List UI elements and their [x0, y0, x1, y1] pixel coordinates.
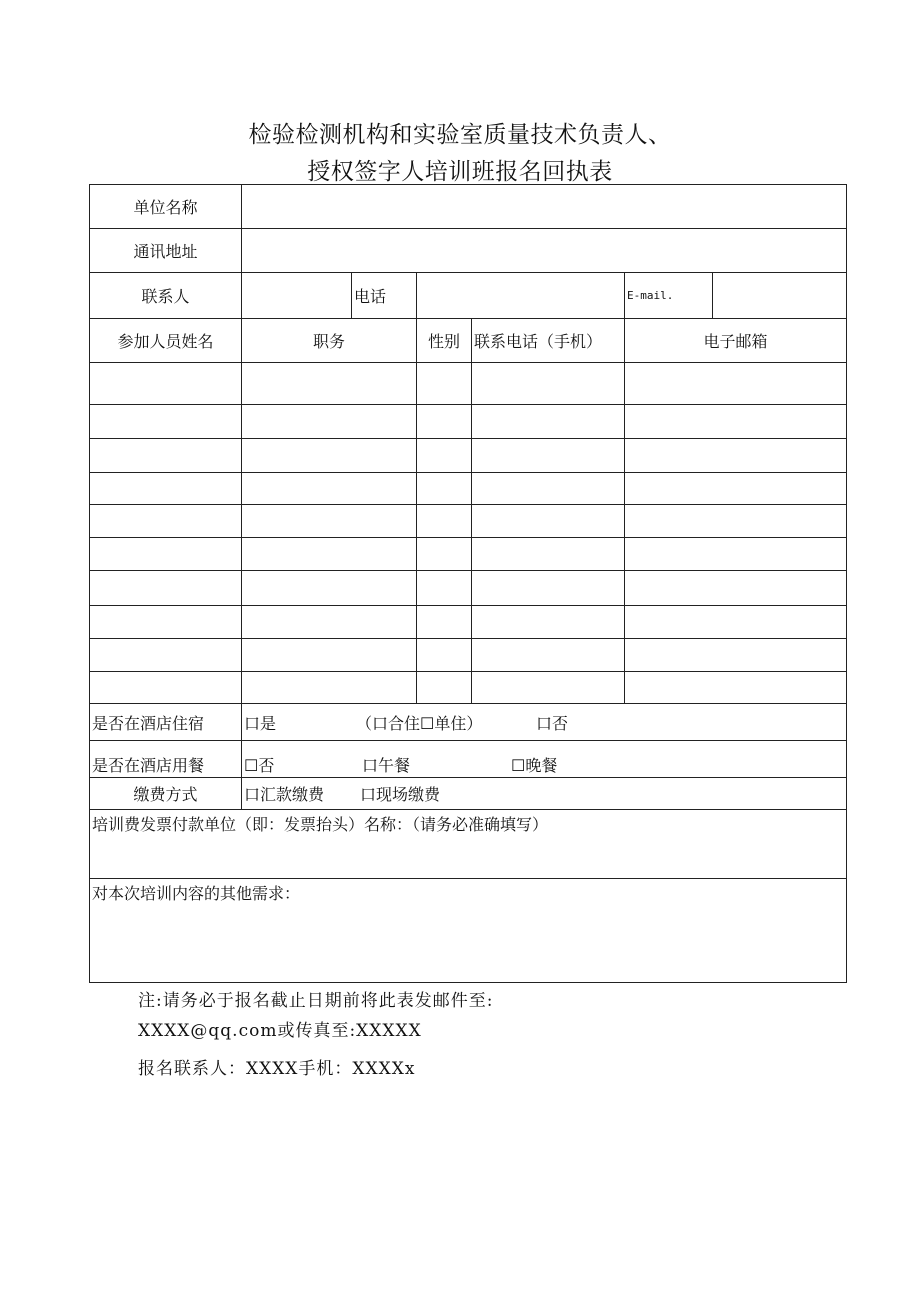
participant-mobile-cell[interactable] [472, 571, 625, 606]
unit-name-field[interactable] [242, 185, 847, 229]
contact-field[interactable] [242, 273, 352, 319]
payment-method-options [242, 778, 847, 810]
table-row [90, 405, 847, 439]
payment-method-label: 缴费方式 [90, 778, 242, 810]
header-position: 职务 [242, 319, 417, 363]
participant-name-cell[interactable] [90, 672, 242, 704]
note-line-2: XXXX@qq.com或传真至:XXXXX [138, 1021, 422, 1041]
note-line-3: 报名联系人：XXXX手机：XXXXx [138, 1059, 416, 1079]
table-row [90, 606, 847, 639]
form-title-line2: 授权签字人培训班报名回执表 [307, 159, 613, 185]
email-field[interactable] [713, 273, 847, 319]
address-label: 通讯地址 [90, 229, 242, 273]
participant-gender-cell[interactable] [417, 505, 472, 538]
participant-email-cell[interactable] [625, 538, 847, 571]
participant-position-cell[interactable] [242, 672, 417, 704]
participant-position-cell[interactable] [242, 505, 417, 538]
contact-label: 联系人 [90, 273, 242, 319]
participant-mobile-cell[interactable] [472, 405, 625, 439]
participant-name-cell[interactable] [90, 538, 242, 571]
participant-gender-cell[interactable] [417, 571, 472, 606]
participant-name-cell[interactable] [90, 571, 242, 606]
header-gender: 性别 [417, 319, 472, 363]
participant-mobile-cell[interactable] [472, 639, 625, 672]
participant-position-cell[interactable] [242, 538, 417, 571]
header-name: 参加人员姓名 [90, 319, 242, 363]
participant-mobile-cell[interactable] [472, 672, 625, 704]
participant-gender-cell[interactable] [417, 606, 472, 639]
participant-position-cell[interactable] [242, 606, 417, 639]
participant-mobile-cell[interactable] [472, 473, 625, 505]
participant-mobile-cell[interactable] [472, 363, 625, 405]
meal-no-checkbox[interactable]: ☐否 [244, 756, 275, 775]
hotel-room-type-options[interactable]: （口合住☐单住） [356, 713, 483, 733]
participant-email-cell[interactable] [625, 473, 847, 505]
address-field[interactable] [242, 229, 847, 273]
participant-gender-cell[interactable] [417, 439, 472, 473]
participant-email-cell[interactable] [625, 439, 847, 473]
table-row [90, 639, 847, 672]
table-row [90, 363, 847, 405]
meal-dinner-checkbox[interactable]: ☐晚餐 [511, 756, 558, 775]
table-row [90, 538, 847, 571]
hotel-meal-options [242, 741, 847, 778]
participant-email-cell[interactable] [625, 571, 847, 606]
notes-section [138, 986, 493, 1084]
hotel-stay-options [242, 704, 847, 741]
payment-onsite-checkbox[interactable]: 口现场缴费 [360, 785, 441, 804]
hotel-no-checkbox[interactable]: 口否 [536, 713, 569, 733]
table-row [90, 505, 847, 538]
unit-name-label: 单位名称 [90, 185, 242, 229]
registration-form-table [89, 184, 847, 983]
phone-label: 电话 [352, 273, 417, 319]
payment-remit-checkbox[interactable]: 口汇款缴费 [244, 785, 325, 804]
hotel-stay-label: 是否在酒店住宿 [90, 704, 242, 741]
participant-position-cell[interactable] [242, 571, 417, 606]
header-email: 电子邮箱 [625, 319, 847, 363]
participant-mobile-cell[interactable] [472, 606, 625, 639]
hotel-meal-label: 是否在酒店用餐 [90, 741, 242, 778]
email-label: E-mail. [625, 273, 713, 319]
phone-field[interactable] [417, 273, 625, 319]
participant-gender-cell[interactable] [417, 538, 472, 571]
participant-name-cell[interactable] [90, 473, 242, 505]
participant-position-cell[interactable] [242, 363, 417, 405]
meal-lunch-checkbox[interactable]: 口午餐 [362, 756, 411, 775]
participant-position-cell[interactable] [242, 405, 417, 439]
participant-email-cell[interactable] [625, 672, 847, 704]
invoice-title-field[interactable]: 培训费发票付款单位（即：发票抬头）名称：（请务必准确填写） [90, 810, 847, 879]
participant-email-cell[interactable] [625, 505, 847, 538]
participant-name-cell[interactable] [90, 505, 242, 538]
participant-email-cell[interactable] [625, 639, 847, 672]
participant-name-cell[interactable] [90, 363, 242, 405]
hotel-yes-checkbox[interactable]: 口是 [244, 713, 277, 733]
table-row [90, 571, 847, 606]
participant-gender-cell[interactable] [417, 473, 472, 505]
participant-gender-cell[interactable] [417, 639, 472, 672]
participant-email-cell[interactable] [625, 606, 847, 639]
other-needs-field[interactable]: 对本次培训内容的其他需求： [90, 879, 847, 983]
participant-mobile-cell[interactable] [472, 505, 625, 538]
table-row [90, 439, 847, 473]
participant-name-cell[interactable] [90, 606, 242, 639]
participant-name-cell[interactable] [90, 639, 242, 672]
table-row [90, 672, 847, 704]
participant-mobile-cell[interactable] [472, 538, 625, 571]
participant-gender-cell[interactable] [417, 363, 472, 405]
table-row [90, 473, 847, 505]
participant-email-cell[interactable] [625, 405, 847, 439]
form-title-line1: 检验检测机构和实验室质量技术负责人、 [248, 122, 672, 148]
participant-position-cell[interactable] [242, 639, 417, 672]
participant-position-cell[interactable] [242, 473, 417, 505]
participant-gender-cell[interactable] [417, 405, 472, 439]
participant-name-cell[interactable] [90, 439, 242, 473]
participant-email-cell[interactable] [625, 363, 847, 405]
participant-mobile-cell[interactable] [472, 439, 625, 473]
participant-gender-cell[interactable] [417, 672, 472, 704]
header-mobile: 联系电话（手机） [472, 319, 625, 363]
participant-position-cell[interactable] [242, 439, 417, 473]
note-line-1: 注:请务必于报名截止日期前将此表发邮件至: [138, 991, 494, 1011]
participant-name-cell[interactable] [90, 405, 242, 439]
